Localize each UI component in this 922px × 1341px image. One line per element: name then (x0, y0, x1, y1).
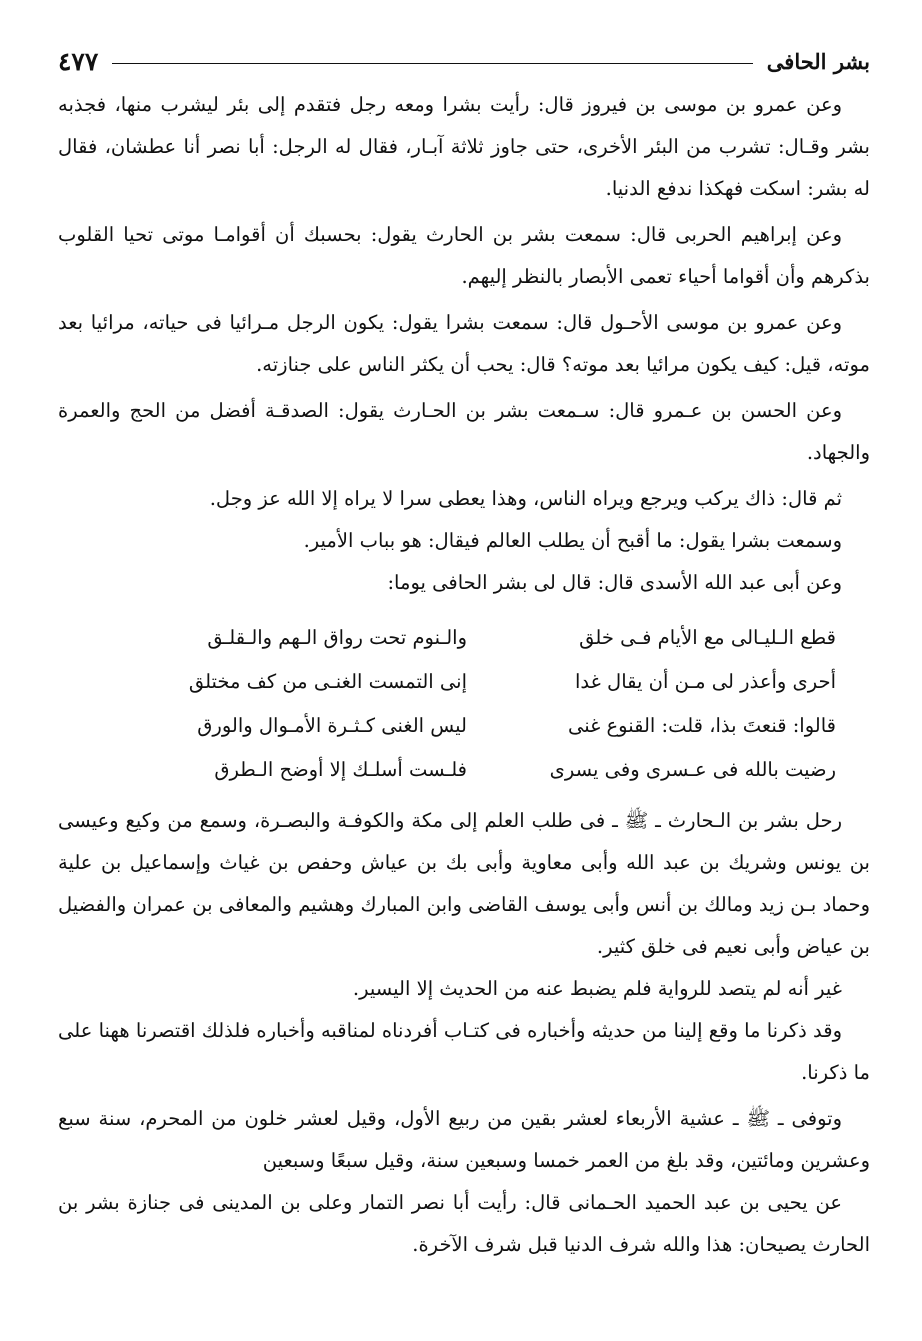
paragraph: وعن عمرو بن موسى الأحـول قال: سمعت بشرا يقول: يكون الرجل مـرائيا فى حياته، مرائيا بعد موته، قيل: كيف يكون مرائيا بعد موته؟ قال: يحب أن يكثر الناس على جنازته. (58, 311, 870, 376)
page-number: ٤٧٧ (58, 46, 99, 76)
poem-hemistich: قطع الـليـالى مع الأيام فـى خلق (579, 626, 836, 649)
page-header (58, 38, 870, 84)
page-body (58, 84, 870, 1266)
paragraph: عن يحيى بن عبد الحميد الحـمانى قال: رأيت أبا نصر التمار وعلى بن المدينى فى جنازة بشر بن الحارث يصيحان: هذا والله شرف الدنيا قبل شرف الآخرة. (58, 1191, 870, 1256)
paragraph: وعن الحسن بن عـمرو قال: سـمعت بشر بن الحـارث يقول: الصدقـة أفضل من الحج والعمرة والجهاد. (58, 399, 870, 464)
paragraph: وعن إبراهيم الحربى قال: سمعت بشر بن الحارث يقول: بحسبك أن أقوامـا موتى تحيا القلوب بذكرهم وأن أقواما أحياء تعمى الأبصار بالنظر إليهم. (58, 223, 870, 288)
paragraph: وعن عمرو بن موسى بن فيروز قال: رأيت بشرا ومعه رجل فتقدم إلى بئر ليشرب منها، فجذبه بشر وقـال: تشرب من البئر الأخرى، حتى جاوز ثلاثة آبـار، فقال له الرجل: أبا نصر أنا عطشان، فقال له بشر: اسكت فهكذا ندفع الدنيا. (58, 93, 870, 200)
header-rule (112, 63, 752, 64)
poem-hemistich: إنى التمست الغنـى من كف مختلق (188, 670, 467, 693)
paragraph: رحل بشر بن الـحارث ـ ﷺ ـ فى طلب العلم إلى مكة والكوفـة والبصـرة، وسمع من وكيع وعيسى بن يونس وشريك بن عبد الله وأبى معاوية وأبى بك بن عياش وحفص بن غياث وإسماعيل بن علية وحماد بـن زيد ومالك بن أنس وأبى يوسف القاضى وابن المبارك وهشيم والمعافى بن عمران والفضيل بن عياض وأبى نعيم فى خلق كثير. (58, 809, 870, 958)
paragraph: وعن أبى عبد الله الأسدى قال: قال لى بشر الحافى يوما: (387, 571, 842, 594)
poem-hemistich: أحرى وأعذر لى مـن أن يقال غدا (575, 670, 836, 693)
running-title: بشر الحافى (766, 48, 870, 74)
paragraph: وقد ذكرنا ما وقع إلينا من حديثه وأخباره فى كتـاب أفردناه لمناقبه وأخباره فلذلك اقتصرنا ههنا على ما ذكرنا. (58, 1019, 870, 1084)
paragraph: وتوفى ـ ﷺ ـ عشية الأربعاء لعشر بقين من ربيع الأول، وقيل لعشر خلون من المحرم، سنة سبع وعشرين ومائتين، وقد بلغ من العمر خمسا وسبعين سنة، وقيل سبعًا وسبعين (58, 1107, 870, 1172)
poem-hemistich: رضيت بالله فى عـسرى وفى يسرى (549, 758, 836, 781)
paragraph: غير أنه لم يتصد للرواية فلم يضبط عنه من الحديث إلا اليسير. (352, 977, 842, 1000)
book-page (58, 38, 870, 1318)
poem (118, 616, 846, 792)
poem-hemistich: فلـست أسلـك إلا أوضح الـطرق (214, 758, 467, 781)
poem-hemistich: قالوا: قنعتَ بذا، قلت: القنوع غنى (567, 714, 836, 737)
paragraph: ثم قال: ذاك يركب ويرجع ويراه الناس، وهذا يعطى سرا لا يراه إلا الله عز وجل. (209, 487, 842, 510)
poem-hemistich: والـنوم تحت رواق الـهم والـقلـق (207, 626, 467, 649)
paragraph: وسمعت بشرا يقول: ما أقبح أن يطلب العالم فيقال: هو بباب الأمير. (303, 529, 842, 552)
poem-hemistich: ليس الغنى كـثـرة الأمـوال والورق (197, 714, 467, 737)
